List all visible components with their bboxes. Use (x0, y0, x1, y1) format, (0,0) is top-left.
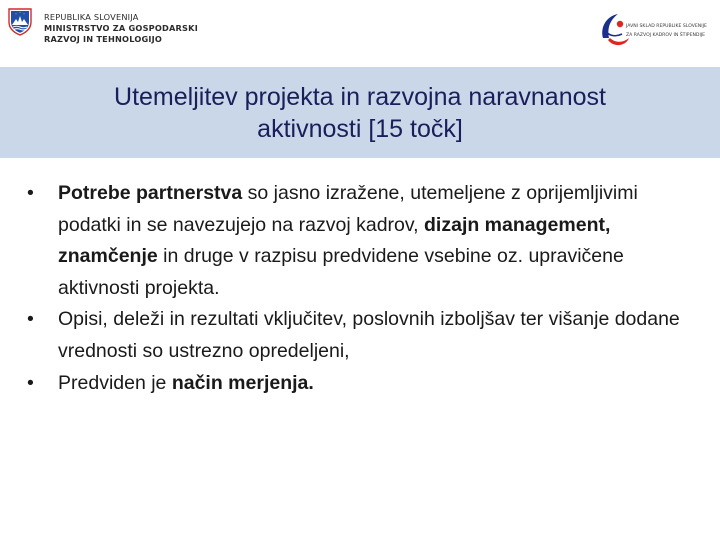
slide-title-line: aktivnosti [15 točk] (257, 115, 463, 143)
bullet-marker: • (27, 371, 34, 394)
ministry-name (44, 8, 198, 45)
ministry-line-development: RAZVOJ IN TEHNOLOGIJO (44, 34, 163, 44)
slide-title-line: Utemeljitev projekta in razvojna naravnanost (114, 83, 606, 111)
agency-line-scholarships: ZA RAZVOJ KADROV IN ŠTIPENDIJE (626, 33, 706, 38)
bullet-marker: • (27, 182, 34, 204)
bullet-text: Predviden je (58, 371, 172, 394)
bullet-text-bold: dizajn management, znamčenje (58, 213, 611, 268)
bullet-text-bold: način merjenja. (171, 371, 314, 394)
bullet-text: in druge v razpisu predvidene vsebine oz. upravičene aktivnosti projekta. (58, 245, 624, 299)
agency-logo (596, 6, 714, 60)
bullet-text-bold: Potrebe partnerstva (58, 182, 243, 204)
agency-swoosh-logo-icon (596, 8, 630, 52)
agency-line-fund: JAVNI SKLAD REPUBLIKE SLOVENIJE (626, 24, 707, 29)
slide-title (0, 81, 720, 145)
ministry-line-republic: REPUBLIKA SLOVENIJA (44, 12, 139, 22)
agency-name (626, 22, 707, 40)
bullet-list (27, 178, 697, 399)
slovenia-coat-of-arms-icon (8, 8, 32, 36)
ministry-logo (8, 8, 198, 45)
ministry-line-ministry: MINISTRSTVO ZA GOSPODARSKI (44, 23, 198, 33)
bullet-item (27, 178, 697, 304)
bullet-text: so jasno izražene, utemeljene z oprijemljivimi podatki in se navezujejo na razvoj kadrov, (58, 182, 638, 236)
bullet-item (27, 304, 697, 367)
bullet-text: Opisi, deleži in rezultati vključitev, poslovnih izboljšav ter višanje dodane vrednosti so ustrezno opredeljeni, (58, 308, 680, 362)
bullet-item (27, 368, 697, 400)
header-bar (0, 0, 720, 66)
bullet-marker: • (27, 308, 34, 331)
